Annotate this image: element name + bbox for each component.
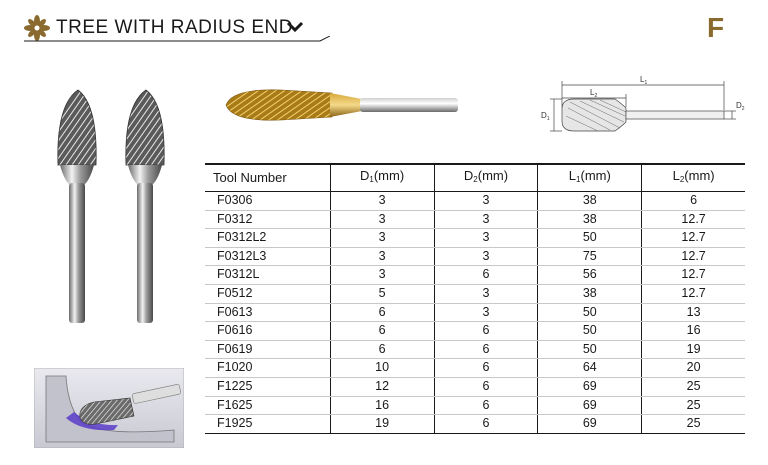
cell-l2: 19 — [642, 340, 745, 359]
header-tool-number: Tool Number — [205, 164, 330, 192]
cell-d1: 6 — [330, 303, 434, 322]
cell-d2: 3 — [434, 284, 538, 303]
cell-l2: 12.7 — [642, 229, 745, 248]
cell-d2: 6 — [434, 359, 538, 378]
table-row — [205, 415, 745, 434]
table-header-row — [205, 164, 745, 192]
cell-d1: 3 — [330, 266, 434, 285]
cell-l1: 69 — [538, 377, 642, 396]
cell-l2: 25 — [642, 396, 745, 415]
table-row — [205, 396, 745, 415]
cell-d1: 10 — [330, 359, 434, 378]
chevron-down-icon — [286, 21, 304, 33]
gold-burr-photo — [222, 85, 462, 125]
table-row — [205, 247, 745, 266]
cell-d2: 3 — [434, 210, 538, 229]
header-d1: $D_1(mm)$ — [330, 164, 434, 192]
cell-l1: 69 — [538, 396, 642, 415]
cell-l2: 12.7 — [642, 266, 745, 285]
category-letter: F — [707, 12, 725, 43]
cell-l2: 25 — [642, 415, 745, 434]
cell-tool-number: F0616 — [205, 322, 330, 341]
table-row — [205, 229, 745, 248]
cell-d2: 6 — [434, 415, 538, 434]
cell-d2: 6 — [434, 340, 538, 359]
table-row — [205, 359, 745, 378]
l1-label: $L_1$ — [640, 75, 648, 86]
cell-d2: 6 — [434, 266, 538, 285]
header-d2: $D_2(mm)$ — [434, 164, 538, 192]
d1-label: $D_1$ — [541, 111, 550, 122]
cell-d2: 6 — [434, 396, 538, 415]
cell-tool-number: F1225 — [205, 377, 330, 396]
cell-d1: 3 — [330, 247, 434, 266]
cell-tool-number: F0613 — [205, 303, 330, 322]
usage-illustration — [34, 368, 184, 448]
table-row — [205, 322, 745, 341]
cell-d1: 6 — [330, 322, 434, 341]
cell-tool-number: F1925 — [205, 415, 330, 434]
cell-d1: 5 — [330, 284, 434, 303]
cell-d1: 3 — [330, 192, 434, 211]
cell-d1: 19 — [330, 415, 434, 434]
table-row — [205, 340, 745, 359]
cell-tool-number: F1625 — [205, 396, 330, 415]
cell-tool-number: F0512 — [205, 284, 330, 303]
header-l2: $L_2(mm)$ — [642, 164, 745, 192]
cell-l1: 75 — [538, 247, 642, 266]
cell-l1: 56 — [538, 266, 642, 285]
table-row — [205, 284, 745, 303]
cell-l2: 12.7 — [642, 210, 745, 229]
cell-l2: 12.7 — [642, 284, 745, 303]
cell-d2: 3 — [434, 229, 538, 248]
header-l1: $L_1(mm)$ — [538, 164, 642, 192]
cell-l1: 50 — [538, 303, 642, 322]
cell-tool-number: F0312 — [205, 210, 330, 229]
cell-l1: 38 — [538, 210, 642, 229]
cell-d2: 6 — [434, 322, 538, 341]
table-row — [205, 266, 745, 285]
cell-l1: 64 — [538, 359, 642, 378]
table-row — [205, 210, 745, 229]
cell-l2: 6 — [642, 192, 745, 211]
table-row — [205, 303, 745, 322]
cell-l1: 38 — [538, 192, 642, 211]
title-underline — [24, 36, 330, 42]
dimension-diagram — [540, 72, 750, 152]
cell-l2: 13 — [642, 303, 745, 322]
cell-l1: 50 — [538, 229, 642, 248]
cell-tool-number: F0312L3 — [205, 247, 330, 266]
cell-l2: 25 — [642, 377, 745, 396]
cell-tool-number: F1020 — [205, 359, 330, 378]
cell-tool-number: F0619 — [205, 340, 330, 359]
cell-l2: 20 — [642, 359, 745, 378]
table-row — [205, 377, 745, 396]
cell-d1: 16 — [330, 396, 434, 415]
l2-label: $L_2$ — [590, 88, 598, 99]
cell-tool-number: F0312L2 — [205, 229, 330, 248]
cell-d2: 6 — [434, 377, 538, 396]
cell-tool-number: F0312L — [205, 266, 330, 285]
cell-l2: 16 — [642, 322, 745, 341]
cell-d2: 3 — [434, 247, 538, 266]
cell-d1: 3 — [330, 210, 434, 229]
cell-l1: 69 — [538, 415, 642, 434]
cell-d1: 6 — [330, 340, 434, 359]
cell-d2: 3 — [434, 192, 538, 211]
d2-label: $D_2$ — [736, 101, 745, 112]
cell-l2: 12.7 — [642, 247, 745, 266]
cell-l1: 50 — [538, 322, 642, 341]
cell-d1: 12 — [330, 377, 434, 396]
cell-tool-number: F0306 — [205, 192, 330, 211]
silver-burr-photo — [48, 85, 178, 330]
cell-l1: 50 — [538, 340, 642, 359]
cell-d2: 3 — [434, 303, 538, 322]
cell-l1: 38 — [538, 284, 642, 303]
cell-d1: 3 — [330, 229, 434, 248]
spec-table — [205, 163, 745, 434]
page-title: TREE WITH RADIUS END — [56, 17, 293, 38]
table-row — [205, 192, 745, 211]
